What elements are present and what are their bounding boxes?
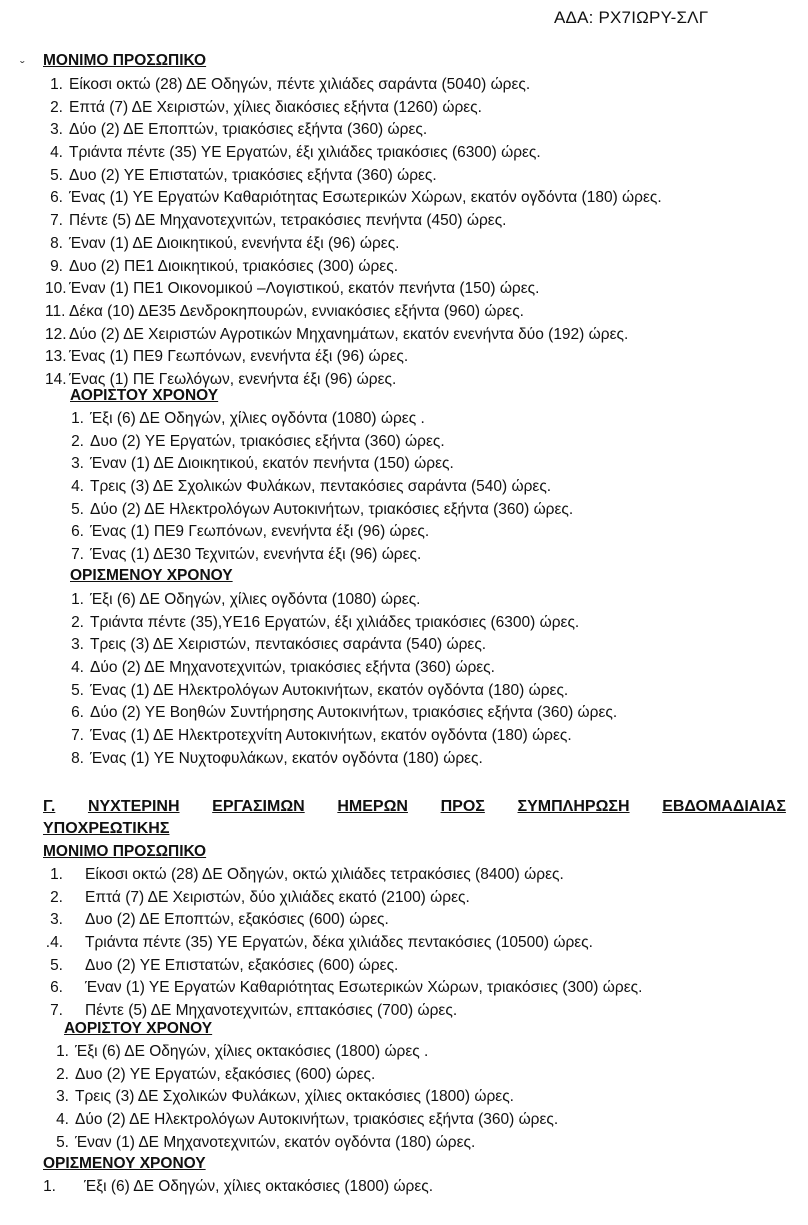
list-item: [45, 233, 662, 256]
list-item: [45, 97, 662, 120]
list-c-permanent-staff: [45, 864, 642, 1023]
list-item: [45, 977, 642, 1000]
section-c-word: ΣΥΜΠΛΗΡΩΣΗ: [517, 798, 630, 815]
section-c-word: ΗΜΕΡΩΝ: [337, 798, 408, 815]
item-text: Έναν (1) ΥΕ Εργατών Καθαριότητας Εσωτερικών Χώρων, τριακόσιες (300) ώρες.: [85, 979, 643, 997]
list-item: [45, 909, 642, 932]
item-text: Τρεις (3) ΔΕ Σχολικών Φυλάκων, πεντακόσιες σαράντα (540) ώρες.: [90, 478, 552, 496]
item-number: 14.: [45, 370, 67, 388]
item-text: Έναν (1) ΔΕ Μηχανοτεχνιτών, εκατόν ογδόντα (180) ώρες.: [75, 1133, 476, 1151]
item-text: Έναν (1) ΠΕ1 Οικονομικού –Λογιστικού, εκατόν πενήντα (150) ώρες.: [69, 280, 540, 298]
item-number: 3.: [56, 1088, 69, 1106]
list-item: [68, 476, 573, 499]
list-item: [53, 1109, 558, 1132]
item-text: Τριάντα πέντε (35),ΥΕ16 Εργατών, έξι χιλιάδες τριακόσιες (6300) ώρες.: [90, 613, 580, 631]
item-number: 6.: [71, 523, 84, 541]
item-number: 3.: [50, 121, 63, 139]
item-number: 13.: [45, 348, 67, 366]
list-item: [68, 634, 617, 657]
item-text: Δέκα (10) ΔΕ35 Δενδροκηπουρών, εννιακόσιες εξήντα (960) ώρες.: [69, 302, 524, 320]
item-number: 2.: [71, 432, 84, 450]
item-text: Δυο (2) ΥΕ Επιστατών, τριακόσιες εξήντα (360) ώρες.: [69, 166, 437, 184]
list-item: [45, 887, 642, 910]
item-number: 2.: [50, 98, 63, 116]
section-c-word: ΕΒΔΟΜΑΔΙΑΙΑΣ: [662, 798, 786, 815]
ada-code: ΑΔΑ: ΡΧ7ΙΩΡΥ-ΣΛΓ: [554, 8, 709, 27]
item-number: 7.: [50, 1002, 63, 1020]
list-item: [45, 932, 642, 955]
list-item: [68, 680, 617, 703]
list-item: [45, 864, 642, 887]
item-text: Δυο (2) ΥΕ Επιστατών, εξακόσιες (600) ώρες.: [85, 956, 399, 974]
item-number: 1.: [43, 1178, 56, 1195]
item-text: Δυο (2) ΔΕ Εποπτών, εξακόσιες (600) ώρες.: [85, 911, 389, 929]
item-text: Δύο (2) ΔΕ Χειριστών Αγροτικών Μηχανημάτων, εκατόν ενενήντα δύο (192) ώρες.: [69, 325, 629, 343]
list-item: [45, 74, 662, 97]
item-text: Πέντε (5) ΔΕ Μηχανοτεχνιτών, επτακόσιες (700) ώρες.: [85, 1002, 458, 1020]
item-text: Έξι (6) ΔΕ Οδηγών, χίλιες οκτακόσιες (1800) ώρες.: [84, 1178, 434, 1195]
item-number: 1.: [71, 410, 84, 427]
item-number: 1.: [50, 76, 63, 93]
list-item: [45, 187, 662, 210]
item-text: Δύο (2) ΔΕ Ηλεκτρολόγων Αυτοκινήτων, τριακόσιες εξήντα (360) ώρες.: [90, 500, 574, 518]
item-text: Δύο (2) ΔΕ Ηλεκτρολόγων Αυτοκινήτων, τριακόσιες εξήντα (360) ώρες.: [75, 1111, 559, 1129]
heading-permanent: ΜΟΝΙΜΟ ΠΡΟΣΩΠΙΚΟ: [43, 52, 207, 69]
item-text: Δυο (2) ΥΕ Εργατών, εξακόσιες (600) ώρες.: [75, 1065, 376, 1083]
list-item: [68, 521, 573, 544]
heading-c-fixed: ΟΡΙΣΜΕΝΟΥ ΧΡΟΝΟΥ: [43, 1155, 206, 1172]
item-text: Επτά (7) ΔΕ Χειριστών, δύο χιλιάδες εκατό (2100) ώρες.: [85, 888, 470, 906]
list-item: [68, 453, 573, 476]
item-number: 5.: [71, 500, 84, 518]
item-text: Έξι (6) ΔΕ Οδηγών, χίλιες ογδόντα (1080) ώρες.: [90, 591, 421, 608]
list-item: [40, 1176, 433, 1199]
list-item: [68, 499, 573, 522]
item-number: 4.: [71, 659, 84, 677]
item-text: Τρεις (3) ΔΕ Σχολικών Φυλάκων, χίλιες οκτακόσιες (1800) ώρες.: [75, 1088, 514, 1106]
item-text: Δύο (2) ΔΕ Εποπτών, τριακόσιες εξήντα (360) ώρες.: [69, 121, 428, 139]
item-text: Έναν (1) ΔΕ Διοικητικού, εκατόν πενήντα (150) ώρες.: [90, 455, 454, 473]
list-c-fixed-term: [40, 1176, 433, 1199]
section-c-word: ΠΡΟΣ: [440, 798, 485, 815]
item-number: 2.: [71, 613, 84, 631]
item-text: Ένας (1) ΠΕ9 Γεωπόνων, ενενήντα έξι (96) ώρες.: [90, 523, 430, 541]
list-item: [53, 1064, 558, 1087]
item-text: Ένας (1) ΠΕ9 Γεωπόνων, ενενήντα έξι (96) ώρες.: [69, 348, 409, 366]
list-item: [68, 657, 617, 680]
item-number: 9.: [50, 257, 63, 275]
item-number: 6.: [50, 189, 63, 207]
list-item: [45, 210, 662, 233]
item-text: Είκοσι οκτώ (28) ΔΕ Οδηγών, οκτώ χιλιάδες τετρακόσιες (8400) ώρες.: [85, 866, 564, 883]
item-text: Έναν (1) ΔΕ Διοικητικού, ενενήντα έξι (96) ώρες.: [69, 234, 400, 252]
item-number: 6.: [50, 979, 63, 997]
item-text: Ένας (1) ΠΕ Γεωλόγων, ενενήντα έξι (96) ώρες.: [69, 370, 397, 388]
list-indefinite-term: [68, 408, 573, 567]
item-number: 2.: [50, 888, 63, 906]
item-number: 4.: [56, 1111, 69, 1129]
list-item: [45, 256, 662, 279]
list-item: [45, 142, 662, 165]
section-c-word: ΝΥΧΤΕΡΙΝΗ: [87, 798, 180, 815]
item-text: Τριάντα πέντε (35) ΥΕ Εργατών, έξι χιλιάδες τριακόσιες (6300) ώρες.: [69, 144, 541, 162]
item-number: 7.: [50, 212, 63, 230]
item-text: Είκοσι οκτώ (28) ΔΕ Οδηγών, πέντε χιλιάδες σαράντα (5040) ώρες.: [69, 76, 531, 93]
item-text: Ένας (1) ΥΕ Νυχτοφυλάκων, εκατόν ογδόντα (180) ώρες.: [90, 749, 483, 767]
list-item: [68, 748, 617, 771]
item-text: Δύο (2) ΥΕ Βοηθών Συντήρησης Αυτοκινήτων, τριακόσιες εξήντα (360) ώρες.: [90, 704, 618, 722]
list-item: [68, 612, 617, 635]
item-number: 7.: [71, 727, 84, 745]
item-number: 3.: [71, 455, 84, 473]
section-c-word: Γ.: [43, 798, 56, 815]
list-item: [45, 324, 662, 347]
list-item: [68, 589, 617, 612]
item-number: 1.: [71, 591, 84, 608]
item-text: Έξι (6) ΔΕ Οδηγών, χίλιες ογδόντα (1080) ώρες .: [90, 410, 425, 427]
item-number: 3.: [50, 911, 63, 929]
item-number: 3.: [71, 636, 84, 654]
item-number: 5.: [56, 1133, 69, 1151]
section-c-title-line2: ΥΠΟΧΡΕΩΤΙΚΗΣ: [43, 820, 170, 837]
list-item: [68, 431, 573, 454]
item-text: Έξι (6) ΔΕ Οδηγών, χίλιες οκτακόσιες (1800) ώρες .: [75, 1043, 429, 1060]
item-text: Τριάντα πέντε (35) ΥΕ Εργατών, δέκα χιλιάδες πεντακόσιες (10500) ώρες.: [85, 934, 593, 952]
item-number: 11.: [45, 302, 66, 320]
list-item: [53, 1041, 558, 1064]
section-c-word: ΕΡΓΑΣΙΜΩΝ: [212, 798, 305, 815]
list-item: [45, 119, 662, 142]
item-number: 7.: [71, 546, 84, 564]
heading-indefinite: ΑΟΡΙΣΤΟΥ ΧΡΟΝΟΥ: [70, 387, 219, 404]
list-fixed-term: [68, 589, 617, 771]
margin-mark: ˇ: [20, 58, 25, 74]
list-item: [45, 346, 662, 369]
list-item: [45, 955, 642, 978]
item-text: Ένας (1) ΔΕ30 Τεχνιτών, ενενήντα έξι (96) ώρες.: [90, 546, 422, 564]
list-permanent-staff: [45, 74, 662, 392]
item-number: 5.: [50, 956, 63, 974]
item-text: Επτά (7) ΔΕ Χειριστών, χίλιες διακόσιες εξήντα (1260) ώρες.: [69, 98, 482, 116]
item-number: 8.: [71, 749, 84, 767]
item-text: Δυο (2) ΠΕ1 Διοικητικού, τριακόσιες (300) ώρες.: [69, 257, 398, 275]
item-text: Δυο (2) ΥΕ Εργατών, τριακόσιες εξήντα (360) ώρες.: [90, 432, 445, 450]
item-number: 1.: [50, 866, 63, 883]
list-item: [68, 544, 573, 567]
list-c-indefinite-term: [53, 1041, 558, 1154]
section-c-title: [43, 798, 786, 816]
item-number: 2.: [56, 1065, 69, 1083]
item-number: 4.: [50, 144, 63, 162]
item-text: Ένας (1) ΥΕ Εργατών Καθαριότητας Εσωτερικών Χώρων, εκατόν ογδόντα (180) ώρες.: [69, 189, 662, 207]
list-item: [53, 1086, 558, 1109]
item-number: 10.: [45, 280, 67, 298]
item-number: 8.: [50, 234, 63, 252]
item-number: .4.: [45, 934, 63, 952]
list-item: [68, 408, 573, 431]
item-text: Ένας (1) ΔΕ Ηλεκτροτεχνίτη Αυτοκινήτων, εκατόν ογδόντα (180) ώρες.: [90, 727, 572, 745]
item-number: 1.: [56, 1043, 69, 1060]
list-item: [45, 165, 662, 188]
heading-fixed: ΟΡΙΣΜΕΝΟΥ ΧΡΟΝΟΥ: [70, 567, 233, 584]
item-number: 5.: [71, 681, 84, 699]
item-number: 4.: [71, 478, 84, 496]
list-item: [68, 702, 617, 725]
item-number: 6.: [71, 704, 84, 722]
heading-c-indefinite: ΑΟΡΙΣΤΟΥ ΧΡΟΝΟΥ: [64, 1020, 213, 1037]
list-item: [53, 1132, 558, 1155]
item-text: Πέντε (5) ΔΕ Μηχανοτεχνιτών, τετρακόσιες πενήντα (450) ώρες.: [69, 212, 507, 230]
list-item: [45, 301, 662, 324]
item-text: Δύο (2) ΔΕ Μηχανοτεχνιτών, τριακόσιες εξήντα (360) ώρες.: [90, 659, 495, 677]
item-text: Τρεις (3) ΔΕ Χειριστών, πεντακόσιες σαράντα (540) ώρες.: [90, 636, 487, 654]
heading-c-permanent: ΜΟΝΙΜΟ ΠΡΟΣΩΠΙΚΟ: [43, 843, 207, 860]
item-text: Ένας (1) ΔΕ Ηλεκτρολόγων Αυτοκινήτων, εκατόν ογδόντα (180) ώρες.: [90, 681, 569, 699]
item-number: 12.: [45, 325, 67, 343]
list-item: [45, 278, 662, 301]
item-number: 5.: [50, 166, 63, 184]
list-item: [68, 725, 617, 748]
